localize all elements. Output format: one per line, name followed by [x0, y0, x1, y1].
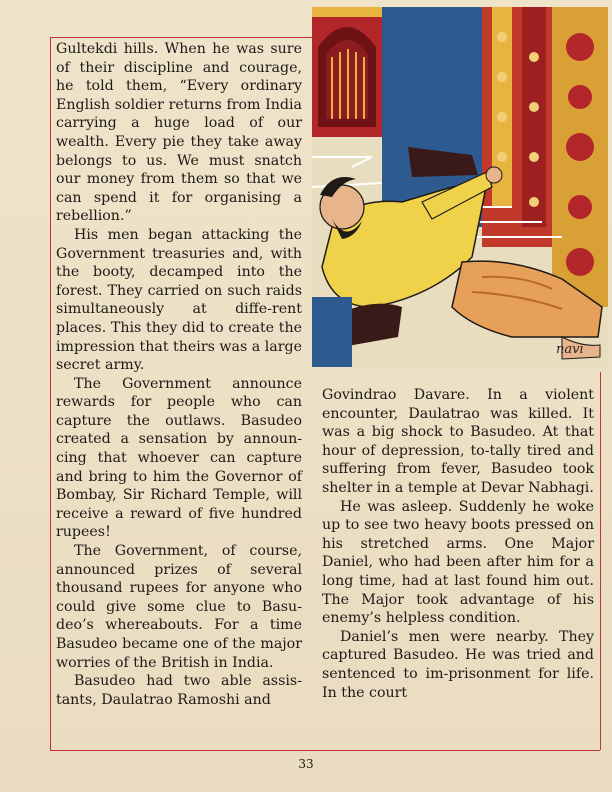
paragraph: Daniel’s men were nearby. They captured Basudeo. He was tried and sentenced to im-prisonment for life. In the court: [322, 628, 594, 701]
paragraph: His men began attacking the Government treasuries and, with the booty, decamped into the forest. They carried on such raids simultaneously at diffe-rent places. This they did to create the impression that theirs was a large secret army.: [56, 226, 303, 374]
paragraph: Govindrao Davare. In a violent encounter, Daulatrao was killed. It was a big shock to Basudeo. At that hour of depression, to-tally tired and suffering from fever, Basudeo took shelter in a temple at Devar Nabhagi.: [322, 387, 594, 496]
illustration-drawing: [312, 7, 608, 367]
left-arch-pillar: [312, 7, 382, 137]
paragraph: He was asleep. Suddenly he woke up to see two heavy boots pressed on his stretched arms. One Major Daniel, who had been after him for a long time, had at last found him out. The Major took advantage of his enemy’s helpless condition.: [322, 498, 594, 627]
text-frame-top-border: [50, 37, 312, 38]
illustration-captive-on-floor: [312, 7, 608, 367]
artist-signature: navi: [556, 342, 584, 357]
paragraph: Basudeo had two able assis-tants, Daulatrao Ramoshi and: [56, 673, 302, 708]
paragraph: Gultekdi hills. When he was sure of their discipline and courage, he told them, “Every ordinary English soldier returns from India carrying a huge load of our wealth. Every pie they take away belongs to us. We must snatch our money from them so that we can spend it for organising a rebellion.”: [56, 41, 302, 225]
page-number: 33: [298, 757, 314, 771]
right-text-column: [322, 386, 594, 702]
paragraph: The Government announce rewards for people who can capture the outlaws. Basudeo created a sensation by announ-cing that whoever can capture and bring to him the Governor of Bombay, Sir Richard Temple, will receive a reward of five hundred rupees!: [56, 375, 302, 541]
left-text-column: [56, 40, 302, 709]
hand: [486, 167, 502, 183]
text-frame-right-border: [600, 372, 601, 750]
paragraph: The Government, of course, announced prizes of several thousand rupees for anyone who could give some clue to Basu-deo’s whereabouts. For a time Basudeo became one of the major worries of the British in India.: [56, 543, 302, 671]
text-frame-bottom-border: [50, 750, 600, 751]
